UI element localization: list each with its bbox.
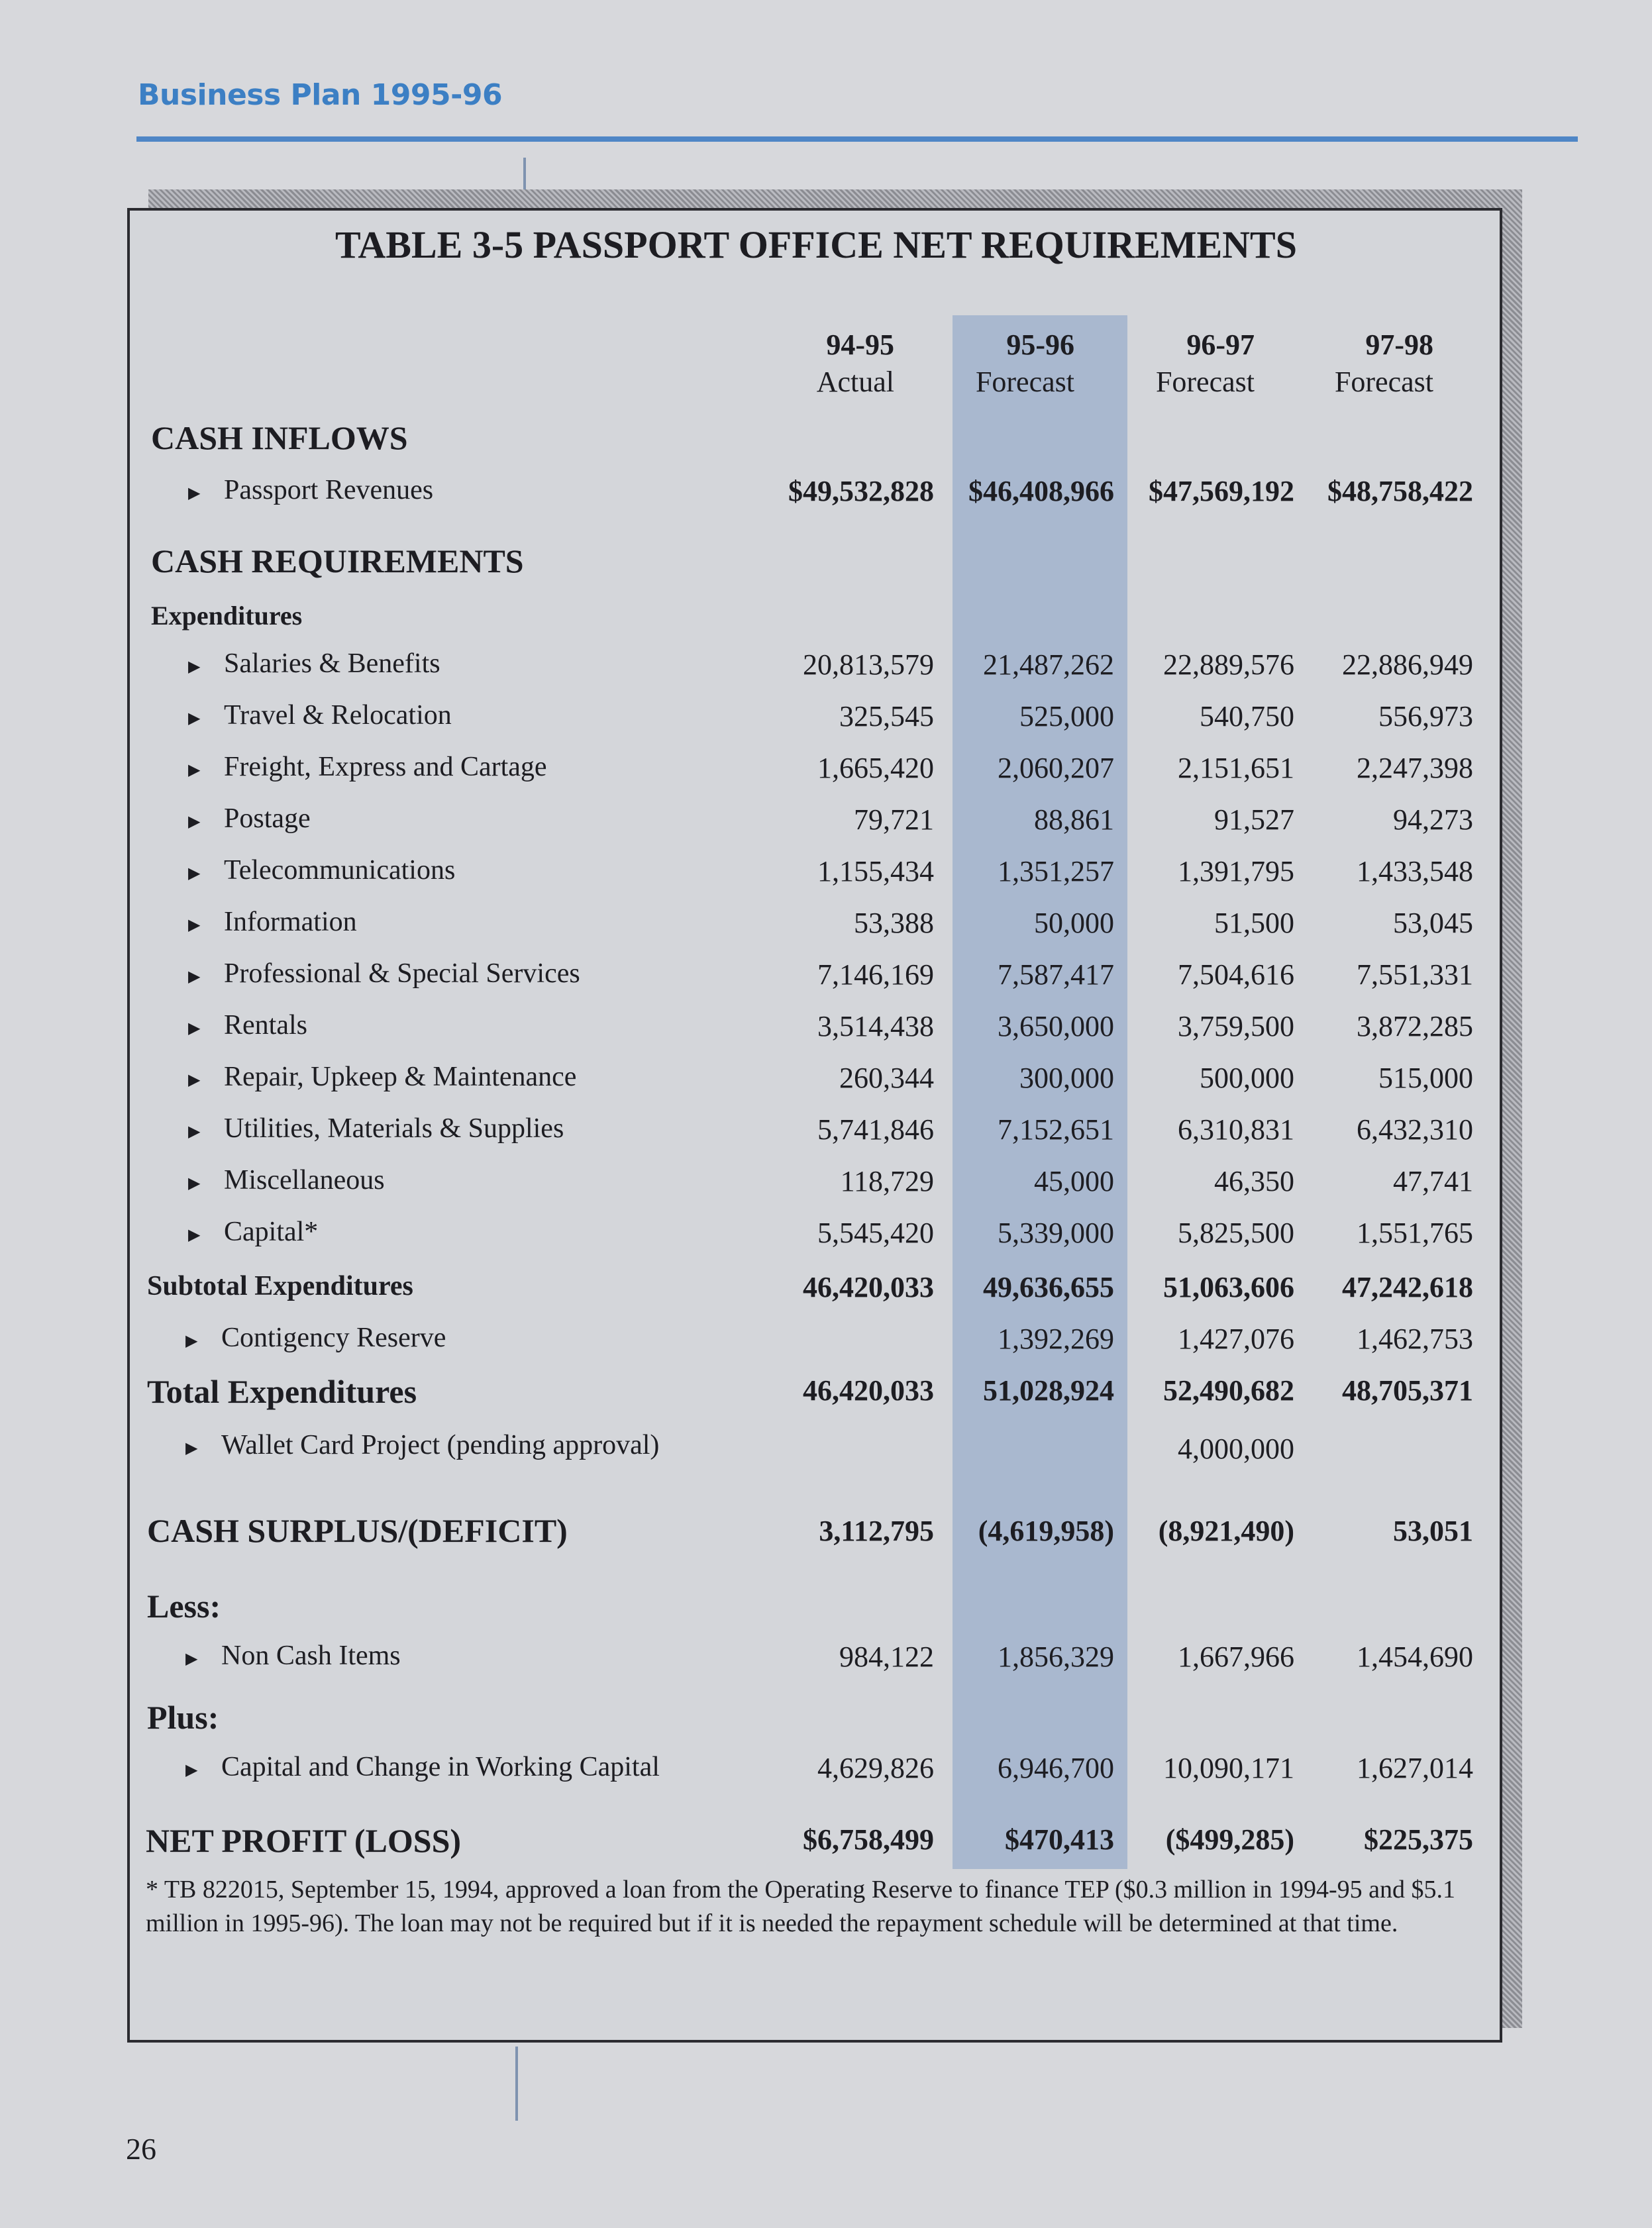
cell-96-97: 91,527 [1214,803,1294,836]
row-label: Total Expenditures [147,1373,417,1410]
cell-97-98: 1,433,548 [1357,855,1473,887]
cell-97-98: 2,247,398 [1357,752,1473,784]
table-row [0,854,1652,894]
cell-97-98: 1,462,753 [1357,1323,1473,1355]
table-row [0,1216,1652,1256]
cell-94-95: 46,420,033 [803,1374,934,1407]
cell-95-96: 300,000 [1019,1062,1114,1094]
bullet-icon: ▶ [188,762,201,779]
cell-94-95: $49,532,828 [788,475,934,507]
column-header-96-97 [1082,327,1255,401]
bullet-icon: ▶ [188,658,201,676]
cell-97-98: 6,432,310 [1357,1113,1473,1146]
bullet-icon: ▶ [188,865,201,882]
cell-94-95: 3,112,795 [819,1515,934,1547]
row-label: CASH SURPLUS/(DEFICIT) [147,1512,568,1549]
cell-94-95: 325,545 [839,700,934,733]
column-header-94-95 [722,327,894,401]
cell-95-96: 7,152,651 [998,1113,1114,1146]
cell-94-95: 260,344 [839,1062,934,1094]
less-heading: Less: [147,1588,221,1625]
cell-97-98: 47,741 [1393,1165,1473,1197]
table-row [0,803,1652,842]
cell-96-97: 4,000,000 [1178,1433,1294,1465]
cell-96-97: 52,490,682 [1163,1374,1294,1407]
cell-95-96: 21,487,262 [983,648,1114,681]
subtotal-row [0,1270,1652,1310]
table-row [0,1640,1652,1680]
row-label: Telecommunications [224,855,456,886]
bullet-icon: ▶ [188,485,201,502]
cell-97-98: 3,872,285 [1357,1010,1473,1042]
row-label: Wallet Card Project (pending approval) [221,1430,660,1460]
row-label: Contigency Reserve [221,1323,446,1353]
cell-96-97: 1,667,966 [1178,1641,1294,1673]
row-label: Salaries & Benefits [224,648,440,679]
cell-95-96: 525,000 [1019,700,1114,733]
cell-95-96: 88,861 [1034,803,1114,836]
column-type: Forecast [1334,366,1433,398]
bullet-icon: ▶ [188,710,201,727]
cell-96-97: 5,825,500 [1178,1217,1294,1249]
cell-94-95: 20,813,579 [803,648,934,681]
cell-97-98: 1,627,014 [1357,1752,1473,1784]
table-row [0,1164,1652,1204]
plus-heading: Plus: [147,1699,219,1736]
cell-97-98: 515,000 [1378,1062,1473,1094]
row-label: Capital and Change in Working Capital [221,1752,660,1782]
cell-97-98: 22,886,949 [1342,648,1473,681]
row-label: Miscellaneous [224,1165,385,1195]
row-label: Utilities, Materials & Supplies [224,1113,564,1144]
section-heading-cash-inflows: CASH INFLOWS [151,419,408,456]
cell-94-95: 46,420,033 [803,1271,934,1303]
bullet-icon: ▶ [188,1020,201,1037]
row-label: Travel & Relocation [224,700,452,731]
cell-96-97: 2,151,651 [1178,752,1294,784]
cell-96-97: ($499,285) [1165,1823,1294,1856]
cell-96-97: 540,750 [1200,700,1294,733]
cell-95-96: $46,408,966 [968,475,1114,507]
cell-94-95: 5,545,420 [817,1217,934,1249]
cell-96-97: 10,090,171 [1163,1752,1294,1784]
cell-94-95: 5,741,846 [817,1113,934,1146]
table-row [0,474,1652,514]
table-row [0,1061,1652,1101]
row-label: Professional & Special Services [224,958,580,989]
cell-97-98: 53,051 [1393,1515,1473,1547]
cell-94-95: 53,388 [854,907,934,939]
cell-96-97: (8,921,490) [1158,1515,1294,1547]
row-label: Rentals [224,1010,307,1040]
row-label: Postage [224,803,311,834]
cell-94-95: $6,758,499 [803,1823,934,1856]
table-row [0,648,1652,687]
section-heading-cash-requirements: CASH REQUIREMENTS [151,542,524,580]
cell-97-98: 94,273 [1393,803,1473,836]
row-label: Passport Revenues [224,475,434,505]
cell-95-96: 1,392,269 [998,1323,1114,1355]
cell-95-96: 1,856,329 [998,1641,1114,1673]
cell-97-98: 53,045 [1393,907,1473,939]
cell-95-96: 50,000 [1034,907,1114,939]
cell-96-97: 500,000 [1200,1062,1294,1094]
cell-97-98: 7,551,331 [1357,958,1473,991]
net-profit-row [0,1823,1652,1862]
column-type: Forecast [975,366,1074,398]
table-row [0,1429,1652,1469]
cell-95-96: $470,413 [1005,1823,1114,1856]
table-row [0,1751,1652,1791]
row-label: Information [224,907,357,937]
cell-94-95: 984,122 [839,1641,934,1673]
column-type: Actual [816,366,894,398]
cell-94-95: 1,155,434 [817,855,934,887]
cell-95-96: 49,636,655 [983,1271,1114,1303]
cell-97-98: 48,705,371 [1342,1374,1473,1407]
table-footnote: * TB 822015, September 15, 1994, approved a loan from the Operating Reserve to finance TEP ($0.3 million in 1994-95 and $5.1 million in 1995-96). The loan may not be required but if it is needed the repayment schedule will be determined at that time. [146,1876,1456,1937]
subheading-expenditures: Expenditures [151,601,303,631]
cell-94-95: 79,721 [854,803,934,836]
cell-95-96: 51,028,924 [983,1374,1114,1407]
cell-94-95: 7,146,169 [817,958,934,991]
cell-95-96: 1,351,257 [998,855,1114,887]
column-year: 96-97 [1186,329,1255,361]
bullet-icon: ▶ [188,1072,201,1089]
cell-96-97: 46,350 [1214,1165,1294,1197]
bullet-icon: ▶ [185,1762,198,1779]
document-header: Business Plan 1995-96 [138,78,503,112]
cell-96-97: 1,427,076 [1178,1323,1294,1355]
row-label: Repair, Upkeep & Maintenance [224,1062,577,1092]
bullet-icon: ▶ [188,968,201,986]
cell-95-96: 2,060,207 [998,752,1114,784]
cell-96-97: 3,759,500 [1178,1010,1294,1042]
cell-94-95: 3,514,438 [817,1010,934,1042]
row-label: NET PROFIT (LOSS) [146,1822,462,1859]
bullet-icon: ▶ [185,1440,198,1457]
column-year: 97-98 [1365,329,1433,361]
column-type: Forecast [1155,366,1255,398]
cell-96-97: 1,391,795 [1178,855,1294,887]
column-year: 94-95 [826,329,894,361]
cell-95-96: (4,619,958) [978,1515,1114,1547]
cell-94-95: 4,629,826 [817,1752,934,1784]
cell-95-96: 3,650,000 [998,1010,1114,1042]
cell-95-96: 45,000 [1034,1165,1114,1197]
cell-96-97: $47,569,192 [1149,475,1294,507]
column-year: 95-96 [1006,329,1074,361]
row-label: Freight, Express and Cartage [224,752,547,782]
bullet-icon: ▶ [188,1227,201,1244]
row-label: Capital* [224,1217,319,1247]
bullet-icon: ▶ [185,1333,198,1350]
cell-95-96: 5,339,000 [998,1217,1114,1249]
cell-97-98: $225,375 [1364,1823,1473,1856]
cell-96-97: 22,889,576 [1163,648,1294,681]
cell-97-98: $48,758,422 [1327,475,1473,507]
total-row [0,1374,1652,1413]
table-row [0,1009,1652,1049]
table-row [0,699,1652,739]
cell-96-97: 51,063,606 [1163,1271,1294,1303]
row-label: Subtotal Expenditures [147,1271,413,1301]
table-row [0,1322,1652,1362]
cell-96-97: 6,310,831 [1178,1113,1294,1146]
cell-97-98: 1,454,690 [1357,1641,1473,1673]
column-header-97-98 [1261,327,1433,401]
column-header-95-96 [902,327,1074,401]
binding-mark-bottom [515,2047,518,2121]
cell-95-96: 7,587,417 [998,958,1114,991]
bullet-icon: ▶ [185,1650,198,1668]
cell-94-95: 118,729 [840,1165,934,1197]
cell-96-97: 51,500 [1214,907,1294,939]
cell-97-98: 556,973 [1378,700,1473,733]
bullet-icon: ▶ [188,917,201,934]
cell-96-97: 7,504,616 [1178,958,1294,991]
cell-94-95: 1,665,420 [817,752,934,784]
table-title: TABLE 3-5 PASSPORT OFFICE NET REQUIREMENTS [335,223,1297,266]
cell-95-96: 6,946,700 [998,1752,1114,1784]
table-row [0,906,1652,946]
page-number: 26 [126,2132,156,2166]
bullet-icon: ▶ [188,1175,201,1192]
surplus-row [0,1514,1652,1554]
cell-97-98: 47,242,618 [1342,1271,1473,1303]
table-row [0,751,1652,791]
table-row [0,958,1652,997]
table-row [0,1113,1652,1152]
row-label: Non Cash Items [221,1641,401,1671]
bullet-icon: ▶ [188,1123,201,1140]
bullet-icon: ▶ [188,813,201,831]
cell-97-98: 1,551,765 [1357,1217,1473,1249]
header-rule [136,136,1578,142]
